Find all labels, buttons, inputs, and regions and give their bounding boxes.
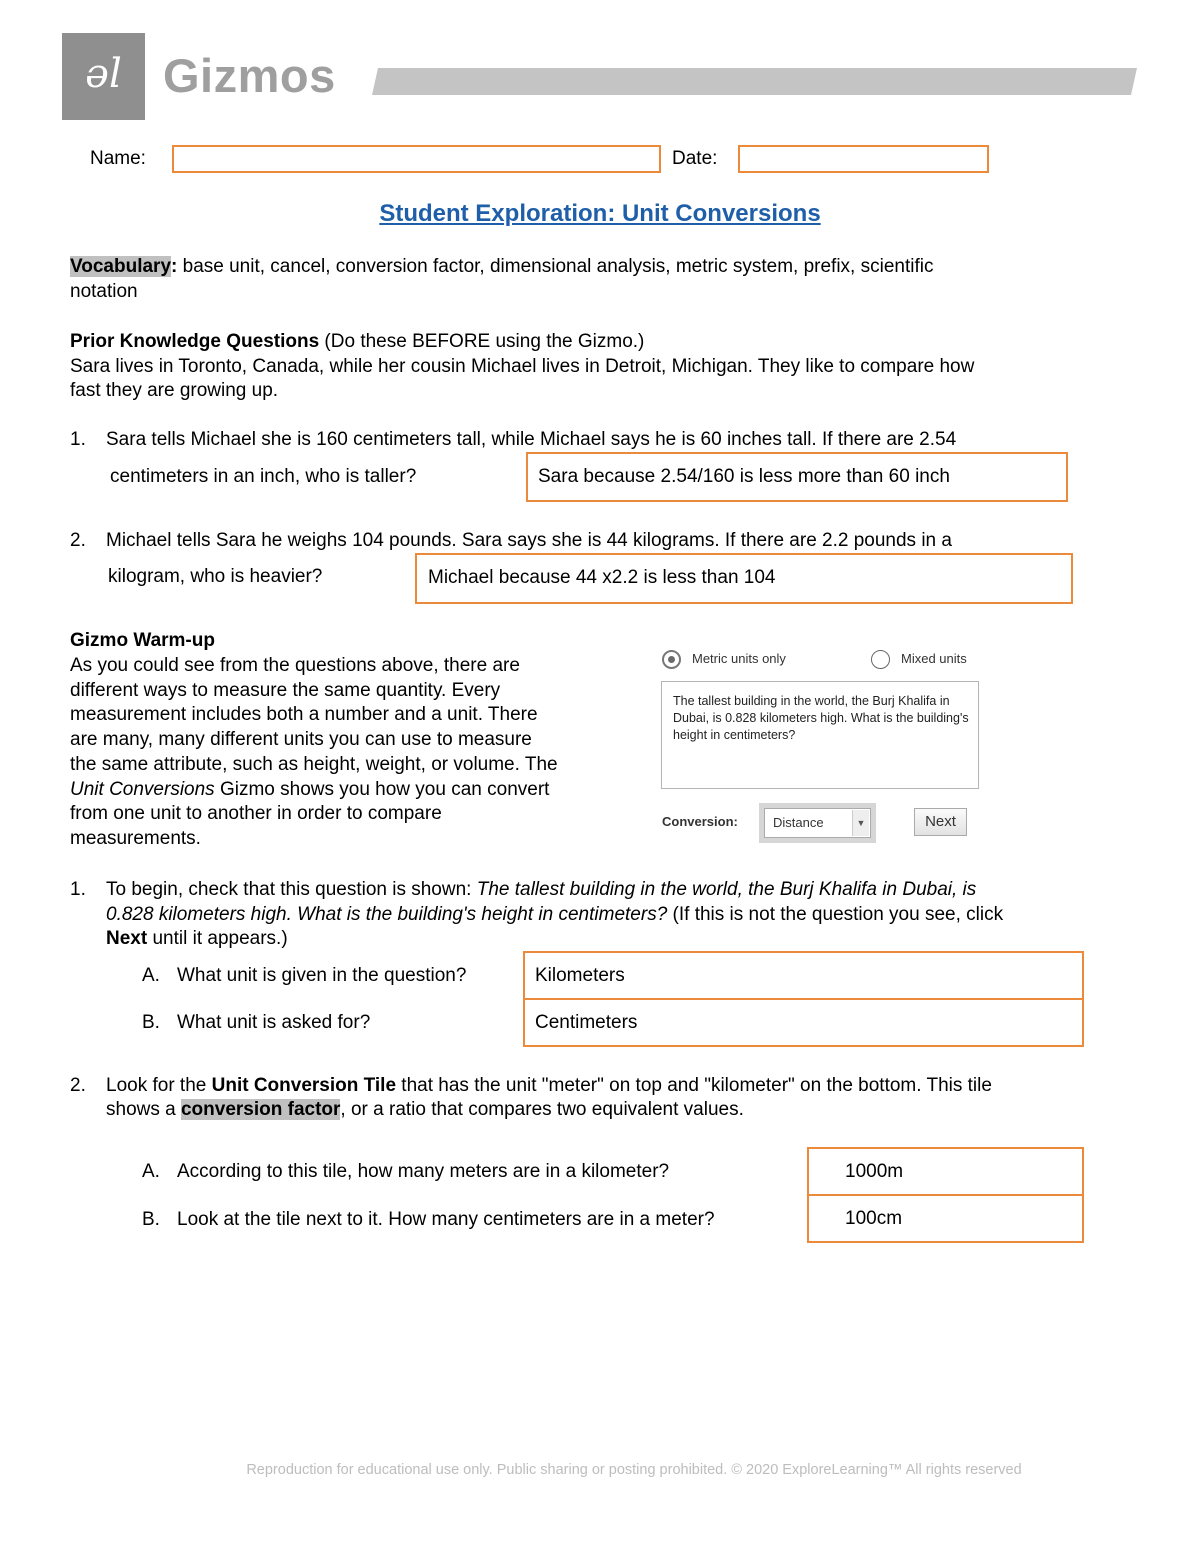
activity-q2-lead: Look for the — [106, 1075, 212, 1096]
activity-q2-rest2: , or a ratio that compares two equivalent values. — [340, 1099, 744, 1120]
activity-q1b-letter: B. — [142, 1012, 160, 1033]
prior-intro-line2: fast they are growing up. — [70, 380, 279, 401]
header-bar — [372, 68, 1137, 95]
prior-intro-line1: Sara lives in Toronto, Canada, while her cousin Michael lives in Detroit, Michigan. They like to compare how — [70, 356, 975, 377]
logo-icon: ǝl — [85, 51, 122, 97]
activity-q1b-answer-box[interactable] — [523, 998, 1084, 1047]
date-label: Date: — [672, 148, 718, 169]
conversion-select[interactable] — [764, 808, 871, 838]
prior-q2-number: 2. — [70, 530, 86, 551]
activity-q2b-text: Look at the tile next to it. How many centimeters are in a meter? — [177, 1209, 715, 1230]
brand-name: Gizmos — [163, 49, 336, 102]
warmup-line3: measurement includes both a number and a unit. There — [70, 704, 538, 725]
conversion-select-frame — [759, 803, 876, 843]
activity-q2a-answer: 1000m — [845, 1161, 904, 1182]
prior-q2-answer: Michael because 44 x2.2 is less than 104 — [428, 567, 776, 588]
vocabulary-line — [70, 255, 933, 280]
activity-q1-italic2: 0.828 kilometers high. What is the building's height in centimeters? — [106, 904, 668, 925]
prior-heading-note: (Do these BEFORE using the Gizmo.) — [319, 331, 645, 352]
page-title: Student Exploration: Unit Conversions — [379, 200, 821, 227]
activity-q1a-answer: Kilometers — [535, 965, 625, 986]
prior-q2-line2: kilogram, who is heavier? — [108, 566, 323, 587]
prior-heading: Prior Knowledge Questions — [70, 331, 320, 352]
gizmo-question-text: The tallest building in the world, the Burj Khalifa in Dubai, is 0.828 kilometers high. What is the building's height in centimeters? — [673, 694, 969, 742]
activity-q2-rest1: that has the unit "meter" on top and "kilometer" on the bottom. This tile — [396, 1075, 992, 1096]
radio-metric-units[interactable] — [662, 650, 681, 669]
activity-q2-lead2: shows a — [106, 1099, 181, 1120]
radio-mixed-units[interactable] — [871, 650, 890, 669]
activity-q2b-letter: B. — [142, 1209, 160, 1230]
warmup-line6 — [70, 778, 549, 803]
activity-q1b-text: What unit is asked for? — [177, 1012, 371, 1033]
prior-q1-line1: Sara tells Michael she is 160 centimeters tall, while Michael says he is 60 inches tall. If there are 2.54 — [106, 429, 957, 450]
activity-q1-italic1: The tallest building in the world, the Burj Khalifa in Dubai, is — [476, 879, 977, 900]
activity-q1-line2 — [106, 903, 1003, 928]
activity-q2-number: 2. — [70, 1075, 86, 1096]
warmup-heading: Gizmo Warm-up — [70, 630, 215, 651]
prior-heading-line — [70, 330, 644, 355]
conversion-label: Conversion: — [662, 814, 738, 829]
chevron-down-icon: ▼ — [852, 810, 869, 836]
radio-mixed-label: Mixed units — [901, 651, 967, 666]
date-field[interactable] — [738, 145, 989, 173]
conversion-select-value: Distance — [773, 815, 824, 830]
activity-q1-next-ref: Next — [106, 928, 148, 949]
next-button[interactable]: Next — [914, 808, 967, 836]
activity-q1-rest3: until it appears.) — [147, 928, 288, 949]
activity-q1-line3 — [106, 927, 288, 952]
activity-q2a-letter: A. — [142, 1161, 160, 1182]
warmup-line1: As you could see from the questions above, there are — [70, 655, 520, 676]
prior-q2-answer-box[interactable] — [415, 553, 1073, 604]
activity-q2a-answer-box[interactable] — [807, 1147, 1084, 1196]
warmup-line2: different ways to measure the same quantity. Every — [70, 680, 501, 701]
activity-q2b-answer-box[interactable] — [807, 1194, 1084, 1243]
prior-q1-line2: centimeters in an inch, who is taller? — [110, 466, 417, 487]
warmup-line7: from one unit to another in order to compare — [70, 803, 442, 824]
activity-q2-tile-name: Unit Conversion Tile — [211, 1075, 397, 1096]
vocabulary-terms: base unit, cancel, conversion factor, dimensional analysis, metric system, prefix, scientific — [177, 256, 934, 277]
prior-q1-answer-box[interactable] — [526, 452, 1068, 502]
activity-q1a-letter: A. — [142, 965, 160, 986]
name-field[interactable] — [172, 145, 661, 173]
activity-q1a-text: What unit is given in the question? — [177, 965, 467, 986]
vocabulary-colon: : — [171, 256, 178, 277]
warmup-line5: the same attribute, such as height, weight, or volume. The — [70, 754, 558, 775]
activity-q2b-answer: 100cm — [845, 1208, 903, 1229]
vocabulary-terms-cont: notation — [70, 281, 138, 302]
activity-q2a-text: According to this tile, how many meters are in a kilometer? — [177, 1161, 670, 1182]
activity-q1b-answer: Centimeters — [535, 1012, 638, 1033]
warmup-gizmo-name: Unit Conversions — [70, 779, 215, 800]
gizmo-question-box — [661, 681, 979, 789]
warmup-line4: are many, many different units you can use to measure — [70, 729, 532, 750]
footer-copyright: Reproduction for educational use only. Public sharing or posting prohibited. © 2020 ExploreLearning™ All rights reserved — [246, 1462, 1022, 1478]
prior-q2-line1: Michael tells Sara he weighs 104 pounds. Sara says she is 44 kilograms. If there are 2.2 pounds in a — [106, 530, 952, 551]
warmup-line8: measurements. — [70, 828, 201, 849]
prior-q1-number: 1. — [70, 429, 86, 450]
activity-q1-lead: To begin, check that this question is shown: — [106, 879, 477, 900]
activity-q2-line1 — [106, 1074, 992, 1099]
activity-q1-number: 1. — [70, 879, 86, 900]
name-label: Name: — [90, 148, 146, 169]
radio-metric-label: Metric units only — [692, 651, 786, 666]
activity-q1-rest2: (If this is not the question you see, click — [667, 904, 1004, 925]
activity-q2-line2 — [106, 1098, 744, 1123]
activity-q1-line1 — [106, 878, 976, 903]
warmup-line6-rest: Gizmo shows you how you can convert — [214, 779, 550, 800]
prior-q1-answer: Sara because 2.54/160 is less more than 60 inch — [538, 466, 950, 487]
activity-q1a-answer-box[interactable] — [523, 951, 1084, 1000]
vocabulary-label: Vocabulary — [70, 256, 172, 277]
activity-q2-term: conversion factor — [180, 1099, 341, 1120]
